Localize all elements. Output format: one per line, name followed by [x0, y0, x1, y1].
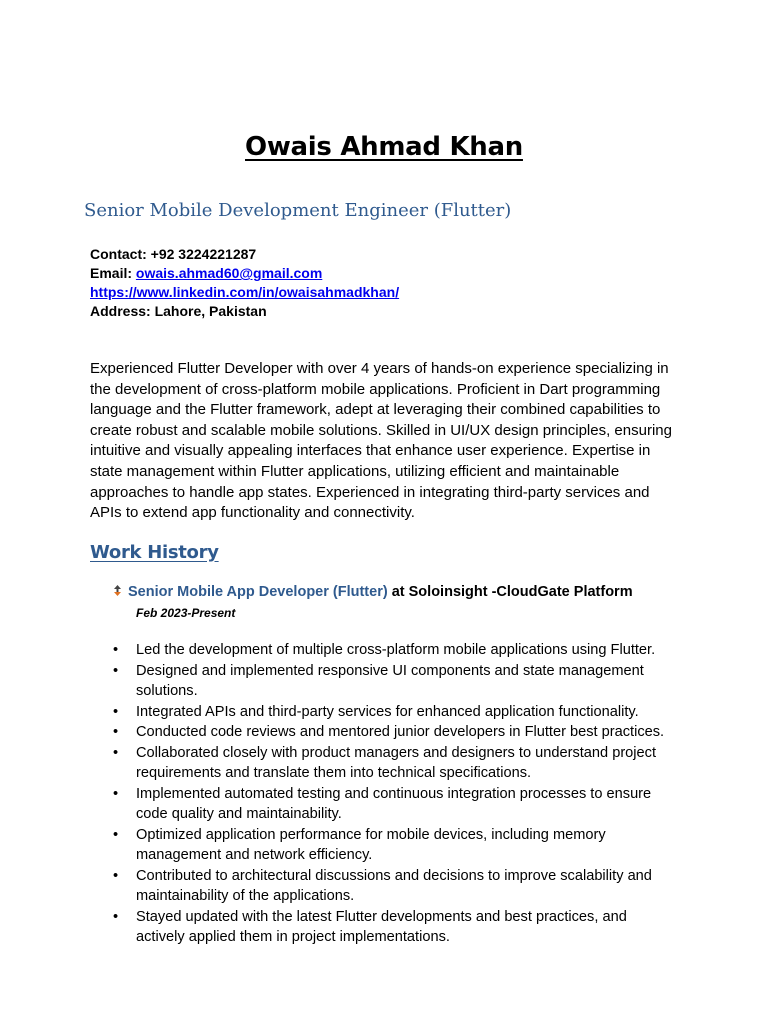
job-title: Senior Mobile Development Engineer (Flutter) [84, 200, 512, 221]
list-item: • Contributed to architectural discussions and decisions to improve scalability and maintainability of the applications. [112, 866, 672, 907]
email-label: Email: [90, 265, 133, 281]
linkedin-link[interactable]: https://www.linkedin.com/in/owaisahmadkhan/ [90, 284, 400, 300]
job-dates: Feb 2023-Present [136, 606, 236, 620]
job-role: Senior Mobile App Developer (Flutter) [128, 584, 388, 600]
list-item: • Implemented automated testing and continuous integration processes to ensure code quality and maintainability. [112, 784, 672, 825]
email-line [90, 264, 399, 283]
phone-line [90, 245, 399, 264]
linkedin-line [90, 283, 399, 302]
list-item: • Integrated APIs and third-party services for enhanced application functionality. [112, 702, 672, 723]
candidate-name: Owais Ahmad Khan [245, 132, 523, 162]
list-item: • Collaborated closely with product managers and designers to understand project requirements and translate them into technical specifications. [112, 743, 672, 784]
job-company: at Soloinsight -CloudGate Platform [387, 584, 633, 600]
list-item: • Designed and implemented responsive UI components and state management solutions. [112, 661, 672, 702]
address-value: Lahore, Pakistan [154, 303, 267, 319]
contact-block [90, 245, 399, 321]
duties-list [112, 640, 672, 948]
list-item: • Stayed updated with the latest Flutter developments and best practices, and actively applied them in project implementations. [112, 907, 672, 948]
arrow-bullet-icon [112, 584, 128, 600]
address-line [90, 302, 399, 321]
work-history-heading: Work History [90, 542, 219, 563]
address-label: Address: [90, 303, 151, 319]
job-entry-header [112, 584, 633, 600]
phone-label: Contact: [90, 246, 147, 262]
phone-number: +92 3224221287 [150, 246, 257, 262]
list-item: • Conducted code reviews and mentored junior developers in Flutter best practices. [112, 722, 672, 743]
list-item: • Led the development of multiple cross-platform mobile applications using Flutter. [112, 640, 672, 661]
summary-paragraph: Experienced Flutter Developer with over 4 years of hands-on experience specializing in the development of cross-platform mobile applications. Proficient in Dart programming language and the Flutter framework, adept at leveraging their combined capabilities to create robust and scalable mobile solutions. Skilled in UI/UX design principles, ensuring intuitive and visually appealing interfaces that enhance user experience. Expertise in state management within Flutter applications, utilizing efficient and maintainable approaches to handle app states. Experienced in integrating third-party services and APIs to extend app functionality and connectivity. [90, 360, 672, 522]
list-item: • Optimized application performance for mobile devices, including memory management and network efficiency. [112, 825, 672, 866]
email-link[interactable]: owais.ahmad60@gmail.com [135, 265, 323, 281]
